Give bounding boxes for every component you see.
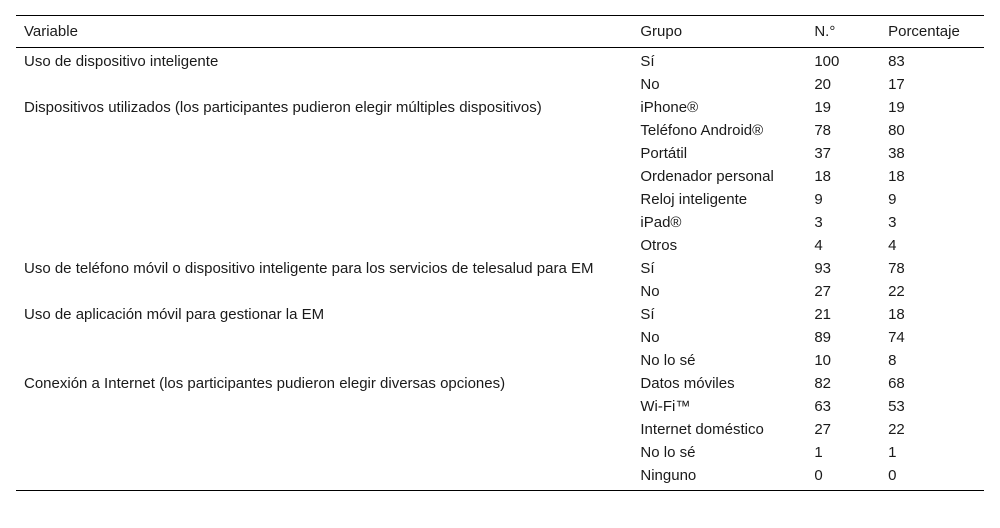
cell-grupo-text: Sí: [640, 53, 655, 70]
table-row: [16, 73, 984, 96]
cell-porcentaje: 74: [888, 329, 905, 346]
cell-n: 18: [814, 168, 832, 185]
table-row: [16, 234, 984, 257]
table-row: [16, 96, 984, 119]
header-n: N.°: [806, 16, 880, 48]
table-row: [16, 119, 984, 142]
cell-grupo: [632, 303, 806, 326]
table-row: [16, 349, 984, 372]
cell-grupo: [632, 119, 806, 142]
cell-n: 93: [814, 260, 832, 277]
cell-grupo-text: No: [640, 283, 660, 300]
cell-grupo: [632, 96, 806, 119]
cell-porcentaje: 80: [888, 122, 905, 139]
header-row: [16, 16, 984, 48]
cell-variable: [16, 119, 632, 142]
cell-porcentaje: 22: [888, 421, 905, 438]
cell-porcentaje: 0: [880, 464, 984, 491]
cell-grupo: [632, 165, 806, 188]
cell-grupo: [632, 280, 806, 303]
table-body: [16, 48, 984, 491]
cell-porcentaje: 78: [888, 260, 905, 277]
cell-porcentaje: 83: [888, 53, 905, 70]
cell-porcentaje: 9: [888, 191, 897, 208]
table-row: [16, 395, 984, 418]
cell-grupo-text: Portátil: [640, 145, 688, 162]
cell-n: 9: [814, 191, 823, 208]
cell-variable: [16, 349, 632, 372]
cell-n: 4: [814, 237, 823, 254]
cell-grupo: [632, 211, 806, 234]
cell-grupo: [632, 372, 806, 395]
cell-variable: Conexión a Internet (los participantes pudieron elegir diversas opciones): [24, 375, 506, 392]
cell-n: 3: [814, 214, 823, 231]
cell-grupo-text: No: [640, 329, 660, 346]
cell-grupo: [632, 234, 806, 257]
cell-n: 82: [814, 375, 832, 392]
cell-variable: [16, 395, 632, 418]
table-row: [16, 257, 984, 280]
cell-grupo: [632, 188, 806, 211]
cell-variable: [16, 165, 632, 188]
table-row: [16, 165, 984, 188]
cell-n: 63: [814, 398, 832, 415]
cell-variable: [16, 73, 632, 96]
cell-variable: [16, 188, 632, 211]
cell-variable: [16, 464, 632, 491]
cell-variable: Uso de dispositivo inteligente: [24, 53, 219, 70]
cell-n: 100: [814, 53, 840, 70]
cell-grupo: [632, 257, 806, 280]
table-row: [16, 211, 984, 234]
table-row: [16, 326, 984, 349]
header-porcentaje: Porcentaje: [880, 16, 984, 48]
cell-grupo-text: Internet doméstico: [640, 421, 764, 438]
cell-porcentaje: 17: [888, 76, 905, 93]
cell-grupo-text: No lo sé: [640, 444, 696, 461]
cell-grupo-text: Sí: [640, 306, 655, 323]
cell-variable: [16, 326, 632, 349]
cell-n: 19: [814, 99, 832, 116]
cell-variable: [16, 418, 632, 441]
cell-grupo-text: Ninguno: [640, 467, 697, 484]
cell-n: 1: [814, 444, 823, 461]
cell-grupo-text: Teléfono Android®: [640, 122, 764, 139]
table-row: [16, 441, 984, 464]
cell-n: 0: [806, 464, 880, 491]
cell-n: 89: [814, 329, 832, 346]
cell-porcentaje: 19: [888, 99, 905, 116]
cell-grupo-text: No: [640, 76, 660, 93]
cell-porcentaje: 4: [888, 237, 897, 254]
table-row: [16, 48, 984, 74]
cell-porcentaje: 53: [888, 398, 905, 415]
table-row: [16, 188, 984, 211]
table-row: [16, 418, 984, 441]
table-row: [16, 464, 984, 491]
cell-n: 27: [814, 283, 832, 300]
header-grupo: Grupo: [632, 16, 806, 48]
cell-grupo-text: Wi-Fi™: [640, 398, 691, 415]
cell-porcentaje: 18: [888, 168, 905, 185]
cell-porcentaje: 3: [888, 214, 897, 231]
cell-variable: [16, 280, 632, 303]
cell-n: 27: [814, 421, 832, 438]
cell-grupo-text: Datos móviles: [640, 375, 735, 392]
cell-porcentaje: 8: [888, 352, 897, 369]
cell-grupo: [632, 349, 806, 372]
cell-grupo: [632, 418, 806, 441]
cell-variable: [16, 441, 632, 464]
cell-variable: [16, 211, 632, 234]
cell-porcentaje: 1: [888, 444, 897, 461]
cell-grupo-text: Ordenador personal: [640, 168, 774, 185]
cell-grupo-text: iPhone®: [640, 99, 699, 116]
cell-grupo: [632, 326, 806, 349]
cell-variable: [16, 142, 632, 165]
table-row: [16, 280, 984, 303]
table-row: [16, 372, 984, 395]
cell-variable: Uso de aplicación móvil para gestionar la EM: [24, 306, 325, 323]
cell-grupo-text: Reloj inteligente: [640, 191, 748, 208]
cell-grupo: [632, 48, 806, 74]
header-variable: Variable: [16, 16, 632, 48]
cell-n: 10: [814, 352, 832, 369]
cell-grupo: [632, 142, 806, 165]
cell-grupo-text: iPad®: [640, 214, 682, 231]
cell-n: 78: [814, 122, 832, 139]
cell-grupo-text: Otros: [640, 237, 678, 254]
cell-variable: [16, 234, 632, 257]
table-row: [16, 303, 984, 326]
cell-variable: Dispositivos utilizados (los participantes pudieron elegir múltiples dispositivos): [24, 99, 542, 116]
cell-porcentaje: 68: [888, 375, 905, 392]
cell-grupo-text: No lo sé: [640, 352, 696, 369]
cell-grupo-text: Sí: [640, 260, 655, 277]
cell-grupo: [632, 464, 806, 491]
cell-grupo: [632, 395, 806, 418]
cell-porcentaje: 22: [888, 283, 905, 300]
cell-n: 20: [814, 76, 832, 93]
cell-variable: Uso de teléfono móvil o dispositivo inteligente para los servicios de telesalud para EM: [24, 260, 594, 277]
data-table: [16, 15, 984, 491]
cell-porcentaje: 38: [888, 145, 905, 162]
cell-porcentaje: 18: [888, 306, 905, 323]
cell-n: 37: [814, 145, 832, 162]
table-row: [16, 142, 984, 165]
cell-grupo: [632, 73, 806, 96]
cell-n: 21: [814, 306, 832, 323]
cell-grupo: [632, 441, 806, 464]
